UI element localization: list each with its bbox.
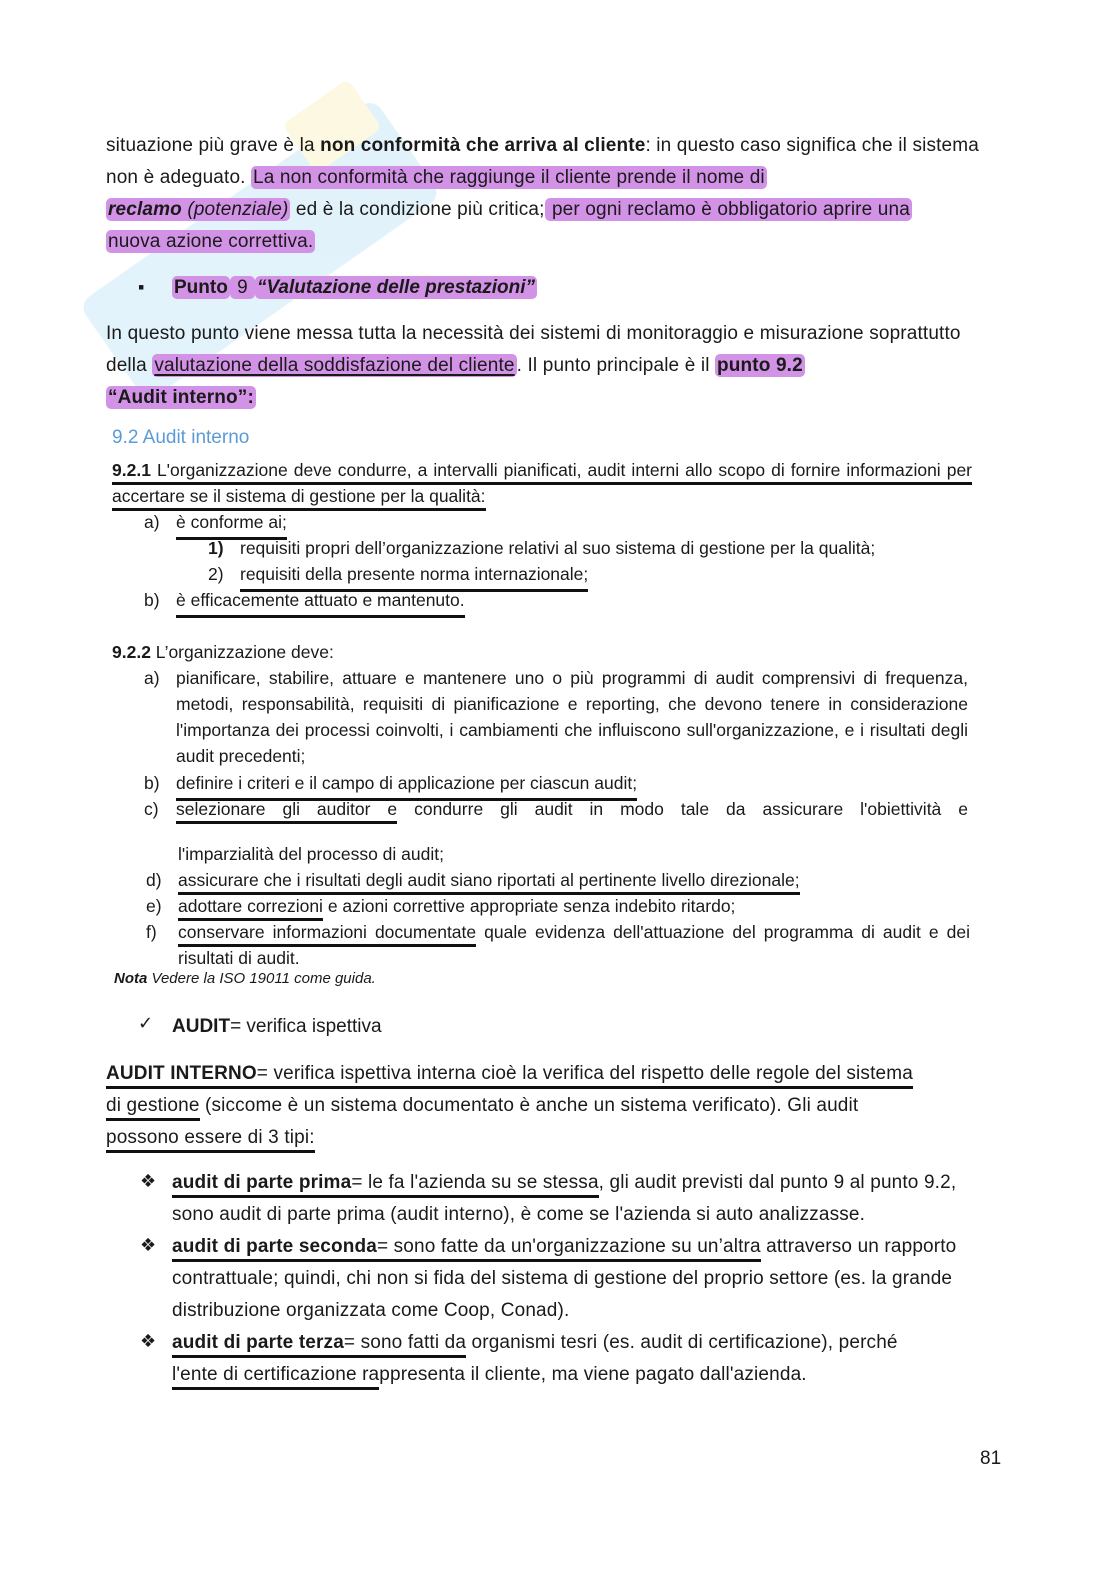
audit-definition: AUDIT= verifica ispettiva — [172, 1016, 382, 1037]
section-heading-9-2: 9.2 Audit interno — [112, 427, 250, 448]
paragraph-reclamo: situazione più grave è la non conformità che arriva al cliente: in questo caso significa che il sistema non è adeguato. La non conformità che raggiunge il cliente prende il nome di reclamo (potenziale) ed è la condizione più critica; per ogni reclamo è obbligatorio aprire una nuova azione correttiva. — [106, 135, 979, 252]
square-bullet-icon: ▪ — [138, 277, 145, 297]
page-number: 81 — [980, 1448, 1002, 1469]
norm-item-922-a: a) pianificare, stabilire, attuare e mantenere uno o più programmi di audit comprensivi di frequenza, metodi, responsabilità, requisiti di pianificazione e reporting, che devono tenere in considerazione l'importanza dei processi coinvolti, i cambiamenti che influiscono sull'organizzazione, e i risultati degli audit precedenti; — [144, 668, 968, 766]
norm-nota: Nota Vedere la ISO 19011 come guida. — [114, 970, 376, 987]
bullet-parte-prima: audit di parte prima= le fa l'azienda su se stessa, gli audit previsti dal punto 9 al punto 9.2, sono audit di parte prima (audit interno), è come se l'azienda si auto analizzasse. — [172, 1172, 957, 1225]
norm-9-2-1: 9.2.1 L'organizzazione deve condurre, a intervalli pianificati, audit interni allo scopo di fornire informazioni per accertare se il sistema di gestione per la qualità: — [112, 457, 972, 509]
checkmark-icon: ✓ — [138, 1013, 154, 1033]
norm-item-922-c: c) selezionare gli auditor e condurre gli audit in modo tale da assicurare l'obiettività e — [112, 796, 972, 822]
bullet-parte-terza: audit di parte terza= sono fatti da organismi tesri (es. audit di certificazione), perché l'ente di certificazione rappresenta il cliente, ma viene pagato dall'azienda. — [172, 1327, 1002, 1391]
diamond-bullet-icon: ❖ — [140, 1171, 157, 1191]
norm-9-2-2: 9.2.2 L’organizzazione deve: — [112, 642, 334, 662]
bullet-parte-seconda: audit di parte seconda= sono fatte da un'organizzazione su un’altra attraverso un rapporto contrattuale; quindi, chi non si fida del sistema di gestione del proprio settore (es. la grande distribuzione organizzata come Coop, Conad). — [172, 1236, 957, 1321]
paragraph-valutazione: In questo punto viene messa tutta la necessità dei sistemi di monitoraggio e misurazione soprattutto della valutazione della soddisfazione del cliente . Il punto principale è il punto 9.2 “Audit interno”: — [106, 323, 961, 408]
diamond-bullet-icon: ❖ — [140, 1235, 157, 1255]
punto9-heading: Punto 9 “Valutazione delle prestazioni” — [174, 277, 535, 298]
diamond-bullet-icon: ❖ — [140, 1331, 157, 1351]
norm-item-922-f: f) conservare informazioni documentate quale evidenza dell'attuazione del programma di audit e dei risultati di audit. — [146, 922, 970, 968]
paragraph-audit-interno: AUDIT INTERNO= verifica ispettiva interna cioè la verifica del rispetto delle regole del sistema di gestione (siccome è un sistema documentato è anche un sistema verificato). Gli audit possono essere di 3 tipi: — [106, 1058, 1006, 1154]
